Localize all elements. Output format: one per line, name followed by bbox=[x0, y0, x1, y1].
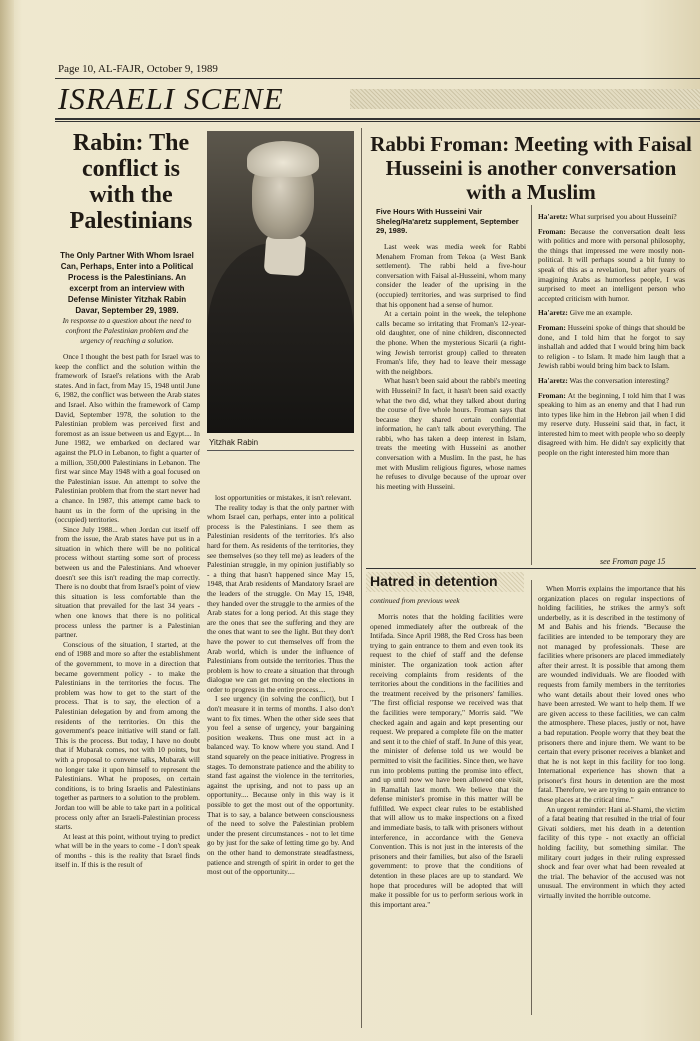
qa-item: Froman: Husseini spoke of things that should be done, and I told him that he forgot to say inshallah and added that I would bring him back to religion - to Islam. It made him laugh that a Jewish rabbi would bring him back to Islam. bbox=[538, 322, 685, 371]
banner-rule bbox=[55, 118, 700, 120]
froman-deck: Five Hours With Husseini Vair Sheleg/Ha'aretz supplement, September 29, 1989. bbox=[376, 207, 519, 235]
rabin-headline: Rabin: The conflict is with the Palestinians bbox=[69, 130, 193, 234]
paragraph: Morris notes that the holding facilities were opened immediately after the outbreak of the Intifada. Since April 1988, the Red Cross has been trying to gain entrance to them and even took its request to the chief of staff and the defense minister. The organization took action after receiving complaints from residents of the territories about the conditions in the facilities and the treatment received by the prisoners' families. "The first official response we received was that the facilities were temporary," Morris said. "We checked again and again and kept presenting our request. We prepared a complete file on the matter and sent it to the chief of staff. In June of this year, the minister of defense told us we would be permitted to visit the facilities. Since then, we have run into problems putting the promise into effect, and up until now we have been allowed one visit, in Ramallah last month. We believe that the defense minister's promise in this matter will be fulfilled. We expect clear rules to be established that will allow us to make inspections on a fixed and immediate basis, to talk with prisoners without interference, in accordance with the Geneva Convention. This is not just in the interests of the prisoners and their families, but also of the Israeli government: to prove that the conditions of detention in these places are up to standard. We hope that procedures will be adopted that will make it possible for us to perform serious work in this important area." bbox=[370, 612, 523, 909]
caption-rule bbox=[207, 450, 354, 451]
paragraph: At a certain point in the week, the telephone calls became so irritating that Froman's 12-year-old daughter, one of nine children, disconnected the phone. When the mysterious Sicarii (a right-wing Jewish terrorist group) called to threaten Froman's life, they had to leave their message with the neighbors. bbox=[376, 309, 526, 376]
column-separator bbox=[361, 128, 362, 1028]
paragraph: The reality today is that the only partner with whom Israel can, perhaps, enter into a political process is the Palestinians. I see them as Palestinian residents of the territories. It's also hard for them. As residents of the territories, they see themselves (so they tell me) as leaders of the Palestinian struggle, in my opinion justifiably so - a thing that hasn't happened since May 15, 1948, that Arab residents of Mandatory Israel are the leaders of the struggle. On May 15, 1948, they handed over the struggle to the armies of the Arab states for a long period. At this stage they are the ones that see the suffering and they are the ones that want to see the light. But they don't have the power to cut themselves off from the Arab world, which is under the influence of Palestinians from outside the territories. Thus the problem is how to create a situation that through dialogue we can get moving on the elections in order to progress in the entire process.... bbox=[207, 502, 354, 694]
photo-collar bbox=[264, 234, 307, 277]
paragraph: lost opportunities or mistakes, it isn't relevant. bbox=[215, 493, 352, 502]
folio-rule bbox=[55, 78, 700, 79]
paragraph: Last week was media week for Rabbi Menahem Froman from Tekoa (a West Bank settlement). The rabbi held a five-hour conversation with Faisal al-Husseini, whom many consider the leader of the uprising in the (occupied) territories, and was surprised to find that his opponent had a sense of humor. bbox=[376, 242, 526, 309]
qa-item: Ha'aretz: What surprised you about Husseini? bbox=[538, 212, 677, 221]
section-title: ISRAELI SCENE bbox=[58, 81, 284, 116]
rabin-column-1 bbox=[55, 352, 200, 1022]
rabin-deck: The Only Partner With Whom Israel Can, Perhaps, Enter into a Political Process is the Palestinians. An excerpt from an interview with Defense Minister Yitzhak Rabin Davar, September 29, 1989. bbox=[60, 251, 194, 315]
banner-rule-thin bbox=[55, 121, 700, 122]
paragraph: I see urgency (in solving the conflict), but I don't measure it in terms of months. I also don't want to fix times. When the other side sees that you feel a sense of urgency, your bargaining position weakens. Thus one must act in a balanced way. To know where you stand. And I stand squarely on the peace initiative. Progress in stages. To demonstrate patience and the ability to stand fast against the violence in the territories, against the uprising, and not to pass up an opportunity.... Because only in this way is it possible to get the most out of the opportunity. That is to say, a balance between consciousness of the need to solve the Palestinian problem under the present circumstances - not to let time go by just for the sake of letting time go by. And on the other hand to demonstrate steadfastness, patience and strength of spirit in order to get the most out of the opportunity.... bbox=[207, 694, 354, 877]
paragraph: An urgent reminder: Hani al-Shami, the victim of a fatal beating that resulted in the trial of four Givati soldiers, met his death in a detention facility of this type - not exactly an official holding facility, but something similar. The military court judges in their ruling expressed shock and fear over what had been revealed at the trial. The behavior of the accused was not unusual. The environment in which they acted virtually invited the horrible outcome. bbox=[538, 804, 685, 900]
paragraph: Conscious of the situation, I started, at the end of 1988 and more so after the establishment of the government, to move in a direction that became government policy - to make the Palestinians in the territories the focus. The problem was how to get to the start of the process. That is to say, the election of a Palestinian delegation by and from among the residents of the territories. On this the government's peace initiative will stand or fall. This is the process. But today, I have no doubt that if Mubarak comes, not with 10 points, but with a proposal to convene talks, Mubarak will no longer take it upon himself to represent the Palestinians. What he proposes, on certain conditions, is to bring Israelis and Palestinians together as partners to a solution to the problem. Jordan too will be able to take part in a political process only after an Israeli-Palestinian process starts. bbox=[55, 639, 200, 832]
paragraph: At least at this point, without trying to predict what will be in the years to come - I don't speak of months - this is the reality that Israel finds itself in. If this is the result of bbox=[55, 831, 200, 870]
qa-item: Froman: At the beginning, I told him that I was speaking to him as an enemy and that I had run into types like him in the Hebron jail when I did my reserve duty. Husseini said that, in fact, it interested him to meet with people who so deeply disagreed with him. He didn't say explicitly that people on the right interested him more than bbox=[538, 390, 685, 458]
continuation-note: see Froman page 15 bbox=[600, 557, 666, 566]
paragraph: Since July 1988... when Jordan cut itself off from the issue, the Arab states have put us in a situation in which there will be no political process without starting some sort of process between us and the Palestinians. And whoever doesn't see this isn't reading the map correctly. There is no doubt that from Israel's point of view this situation is less comfortable than the situation that prevailed for the last 34 years - when one knows that there is no political process unless the partner is a Palestinian partner. bbox=[55, 524, 200, 640]
paragraph: What hasn't been said about the rabbi's meeting with Husseini? In fact, it hasn't been said exactly what the two did, what they talked about during the course of five whole hours. Froman says that because they shared certain confidential information, he can't talk about everything. The rabbi, who has taken a deep interest in Islam, treats the meeting with Husseini as another conversation with a Muslim. In the past, he has met with Muslim religious figures, whose names he refuses to divulge because of the uproar over his meeting with Husseini. bbox=[376, 376, 526, 491]
qa-item: Froman: Because the conversation dealt less with politics and more with personal philosophy, the things that impressed me were mostly non-political. It will perhaps sound a bit funny to speak of this as a revelation, but after years of imagining Arabs as humorless people, I was surprised to meet an intelligent person who accepted criticism with humor. bbox=[538, 226, 685, 303]
banner-shading bbox=[350, 89, 700, 109]
hatred-column-1 bbox=[370, 612, 523, 1012]
folio-line: Page 10, AL-FAJR, October 9, 1989 bbox=[58, 63, 218, 75]
rabin-photo bbox=[207, 131, 354, 433]
froman-column-1 bbox=[376, 242, 526, 565]
column-separator bbox=[531, 205, 532, 565]
rabin-intro: In response to a question about the need to confront the Palestinian problem and the urgency of reaching a solution. bbox=[62, 316, 192, 345]
article-divider bbox=[366, 568, 696, 569]
rabin-column-2 bbox=[207, 493, 354, 1028]
binding-edge bbox=[0, 0, 14, 1041]
qa-item: Ha'aretz: Was the conversation interesting? bbox=[538, 375, 669, 385]
hatred-headline: Hatred in detention bbox=[370, 573, 498, 589]
qa-item: Ha'aretz: Give me an example. bbox=[538, 308, 633, 318]
paragraph: When Morris explains the importance that his organization places on regular inspections of holding facilities, he strikes the army's soft underbelly, as it is described in the testimony of M and Bahis and his friends. "Because the facilities are intended to be temporary they are not managed by professionals. These are facilities where prisoners are placed immediately after their arrest. It is possible that among them are wounded individuals. We are flooded with requests from family members in the territories who want details about their loved ones who have been arrested. We want to help them. If we are given access to these facilities, we can calm the atmosphere. These places, justly or not, have a bad reputation. People worry that they beat the prisoners there and injure them. We want to be certain that every prisoner receives a blanket and that he is not kept in this facility for too long. International experience has shown that a prisoner's first hours in detention are the most fatal. Therefore, we are trying to gain entrance to these places at the critical time." bbox=[538, 584, 685, 805]
section-banner bbox=[55, 81, 700, 118]
column-separator bbox=[531, 580, 532, 1015]
photo-caption: Yitzhak Rabin bbox=[209, 438, 259, 447]
froman-headline: Rabbi Froman: Meeting with Faisal Husseini is another conversation with a Muslim bbox=[370, 132, 692, 204]
photo-hair bbox=[247, 141, 319, 177]
hatred-continued-note: continued from previous week bbox=[370, 596, 460, 605]
paragraph: Once I thought the best path for Israel was to keep the conflict and the solution within the framework of Israel's relations with the Arab states. And in fact, from May 15, 1948 until June 6, 1982, the conflict was between the Arab states and Israel. Also within the framework of Camp David, September 1978, the solution to the Palestinian problem was perceived first and foremost as an issue between us and Egypt.... In June 1982, we embarked on declared war against the PLO in Lebanon, to fight a quarter of a million, 350,000 Palestinians in Lebanon. The first war since May 1948 with a goal focused on the Palestinian issue. An attempt to solve the Palestinian problem that from the start never had a chance. In 1987, this attempt came back to haunt us in the form of the uprising in the (occupied) territories. bbox=[55, 352, 200, 525]
hatred-column-2 bbox=[538, 584, 685, 1009]
froman-column-2 bbox=[538, 212, 685, 554]
